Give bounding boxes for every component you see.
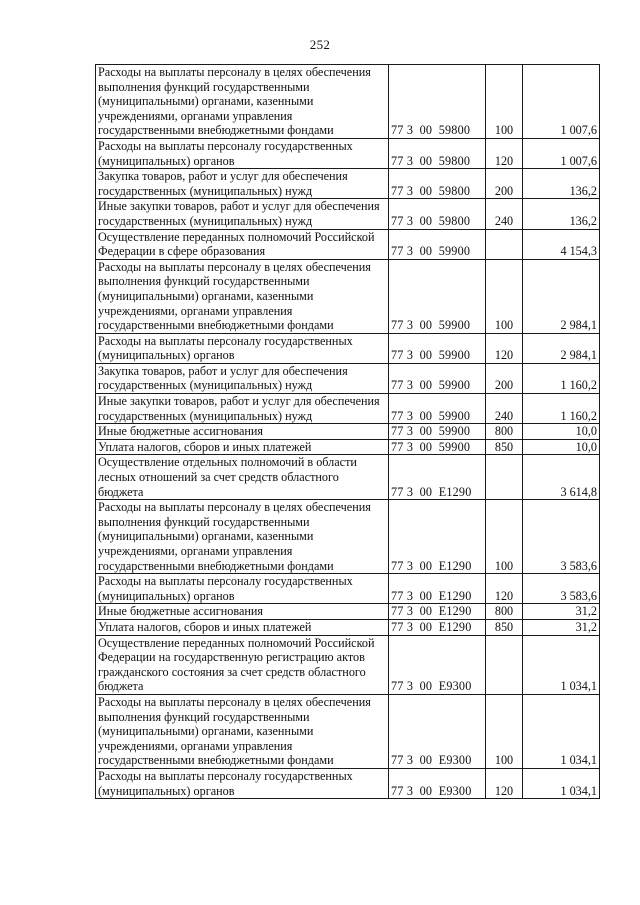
row-name: Расходы на выплаты персоналу в целях обеспечения выполнения функций государственными (муниципальными) органами, казенными учреждениями, органами управления государственными внебюджетными фондами <box>96 65 389 139</box>
row-name: Уплата налогов, сборов и иных платежей <box>96 619 389 635</box>
row-code: 77 3 00 Е1290 <box>389 574 486 604</box>
row-type: 200 <box>486 169 523 199</box>
table-row <box>96 394 600 424</box>
row-name: Осуществление переданных полномочий Российской Федерации в сфере образования <box>96 229 389 259</box>
table-row <box>96 199 600 229</box>
table-row <box>96 604 600 620</box>
row-name: Расходы на выплаты персоналу в целях обеспечения выполнения функций государственными (муниципальными) органами, казенными учреждениями, органами управления государственными внебюджетными фондами <box>96 500 389 574</box>
table-row <box>96 439 600 455</box>
row-type: 120 <box>486 768 523 798</box>
row-code: 77 3 00 Е9300 <box>389 768 486 798</box>
row-code: 77 3 00 59800 <box>389 199 486 229</box>
row-name: Иные бюджетные ассигнования <box>96 604 389 620</box>
row-amount: 31,2 <box>523 604 600 620</box>
row-type: 120 <box>486 333 523 363</box>
row-code: 77 3 00 Е9300 <box>389 694 486 768</box>
row-type: 120 <box>486 574 523 604</box>
row-code: 77 3 00 59800 <box>389 169 486 199</box>
row-name: Осуществление отдельных полномочий в области лесных отношений за счет средств областного бюджета <box>96 455 389 500</box>
row-type: 800 <box>486 424 523 440</box>
table-row <box>96 500 600 574</box>
page-number: 252 <box>309 37 331 52</box>
row-code: 77 3 00 Е1290 <box>389 619 486 635</box>
row-code: 77 3 00 59900 <box>389 439 486 455</box>
row-name: Расходы на выплаты персоналу государственных (муниципальных) органов <box>96 768 389 798</box>
table-row <box>96 455 600 500</box>
row-type: 100 <box>486 500 523 574</box>
row-amount: 136,2 <box>523 199 600 229</box>
row-code: 77 3 00 59900 <box>389 363 486 393</box>
row-code: 77 3 00 59800 <box>389 138 486 168</box>
row-type: 240 <box>486 394 523 424</box>
row-amount: 3 583,6 <box>523 574 600 604</box>
table-row <box>96 333 600 363</box>
row-code: 77 3 00 59900 <box>389 229 486 259</box>
table-row <box>96 768 600 798</box>
table-row <box>96 259 600 333</box>
budget-table <box>95 64 600 799</box>
table-row <box>96 619 600 635</box>
row-type: 850 <box>486 619 523 635</box>
row-code: 77 3 00 Е1290 <box>389 604 486 620</box>
row-type: 850 <box>486 439 523 455</box>
row-amount: 1 160,2 <box>523 363 600 393</box>
row-type: 800 <box>486 604 523 620</box>
row-name: Иные закупки товаров, работ и услуг для обеспечения государственных (муниципальных) нужд <box>96 394 389 424</box>
table-row <box>96 65 600 139</box>
row-type <box>486 229 523 259</box>
row-code: 77 3 00 59900 <box>389 424 486 440</box>
row-type: 100 <box>486 694 523 768</box>
row-type <box>486 455 523 500</box>
row-amount: 10,0 <box>523 424 600 440</box>
row-amount: 1 007,6 <box>523 138 600 168</box>
table-row <box>96 138 600 168</box>
row-type: 240 <box>486 199 523 229</box>
row-name: Закупка товаров, работ и услуг для обеспечения государственных (муниципальных) нужд <box>96 169 389 199</box>
row-amount: 2 984,1 <box>523 259 600 333</box>
row-name: Расходы на выплаты персоналу государственных (муниципальных) органов <box>96 574 389 604</box>
row-name: Уплата налогов, сборов и иных платежей <box>96 439 389 455</box>
row-name: Расходы на выплаты персоналу в целях обеспечения выполнения функций государственными (муниципальными) органами, казенными учреждениями, органами управления государственными внебюджетными фондами <box>96 694 389 768</box>
row-type: 100 <box>486 65 523 139</box>
table-row <box>96 574 600 604</box>
row-name: Расходы на выплаты персоналу в целях обеспечения выполнения функций государственными (муниципальными) органами, казенными учреждениями, органами управления государственными внебюджетными фондами <box>96 259 389 333</box>
row-amount: 1 034,1 <box>523 768 600 798</box>
row-code: 77 3 00 Е1290 <box>389 455 486 500</box>
row-name: Расходы на выплаты персоналу государственных (муниципальных) органов <box>96 138 389 168</box>
row-amount: 2 984,1 <box>523 333 600 363</box>
row-code: 77 3 00 59900 <box>389 259 486 333</box>
row-code: 77 3 00 59800 <box>389 65 486 139</box>
row-type <box>486 635 523 694</box>
table-row <box>96 169 600 199</box>
row-amount: 4 154,3 <box>523 229 600 259</box>
row-amount: 3 583,6 <box>523 500 600 574</box>
row-name: Расходы на выплаты персоналу государственных (муниципальных) органов <box>96 333 389 363</box>
row-amount: 3 614,8 <box>523 455 600 500</box>
row-amount: 10,0 <box>523 439 600 455</box>
row-code: 77 3 00 59900 <box>389 394 486 424</box>
row-amount: 1 034,1 <box>523 694 600 768</box>
table-row <box>96 424 600 440</box>
row-amount: 1 007,6 <box>523 65 600 139</box>
row-name: Осуществление переданных полномочий Российской Федерации на государственную регистрацию актов гражданского состояния за счет средств областного бюджета <box>96 635 389 694</box>
row-code: 77 3 00 59900 <box>389 333 486 363</box>
row-name: Иные бюджетные ассигнования <box>96 424 389 440</box>
row-type: 200 <box>486 363 523 393</box>
row-code: 77 3 00 Е9300 <box>389 635 486 694</box>
row-amount: 136,2 <box>523 169 600 199</box>
table-row <box>96 694 600 768</box>
row-name: Закупка товаров, работ и услуг для обеспечения государственных (муниципальных) нужд <box>96 363 389 393</box>
table-row <box>96 363 600 393</box>
row-name: Иные закупки товаров, работ и услуг для обеспечения государственных (муниципальных) нужд <box>96 199 389 229</box>
budget-table-body <box>96 65 600 799</box>
row-amount: 1 034,1 <box>523 635 600 694</box>
row-type: 120 <box>486 138 523 168</box>
table-row <box>96 229 600 259</box>
row-type: 100 <box>486 259 523 333</box>
row-amount: 1 160,2 <box>523 394 600 424</box>
table-row <box>96 635 600 694</box>
row-code: 77 3 00 Е1290 <box>389 500 486 574</box>
row-amount: 31,2 <box>523 619 600 635</box>
